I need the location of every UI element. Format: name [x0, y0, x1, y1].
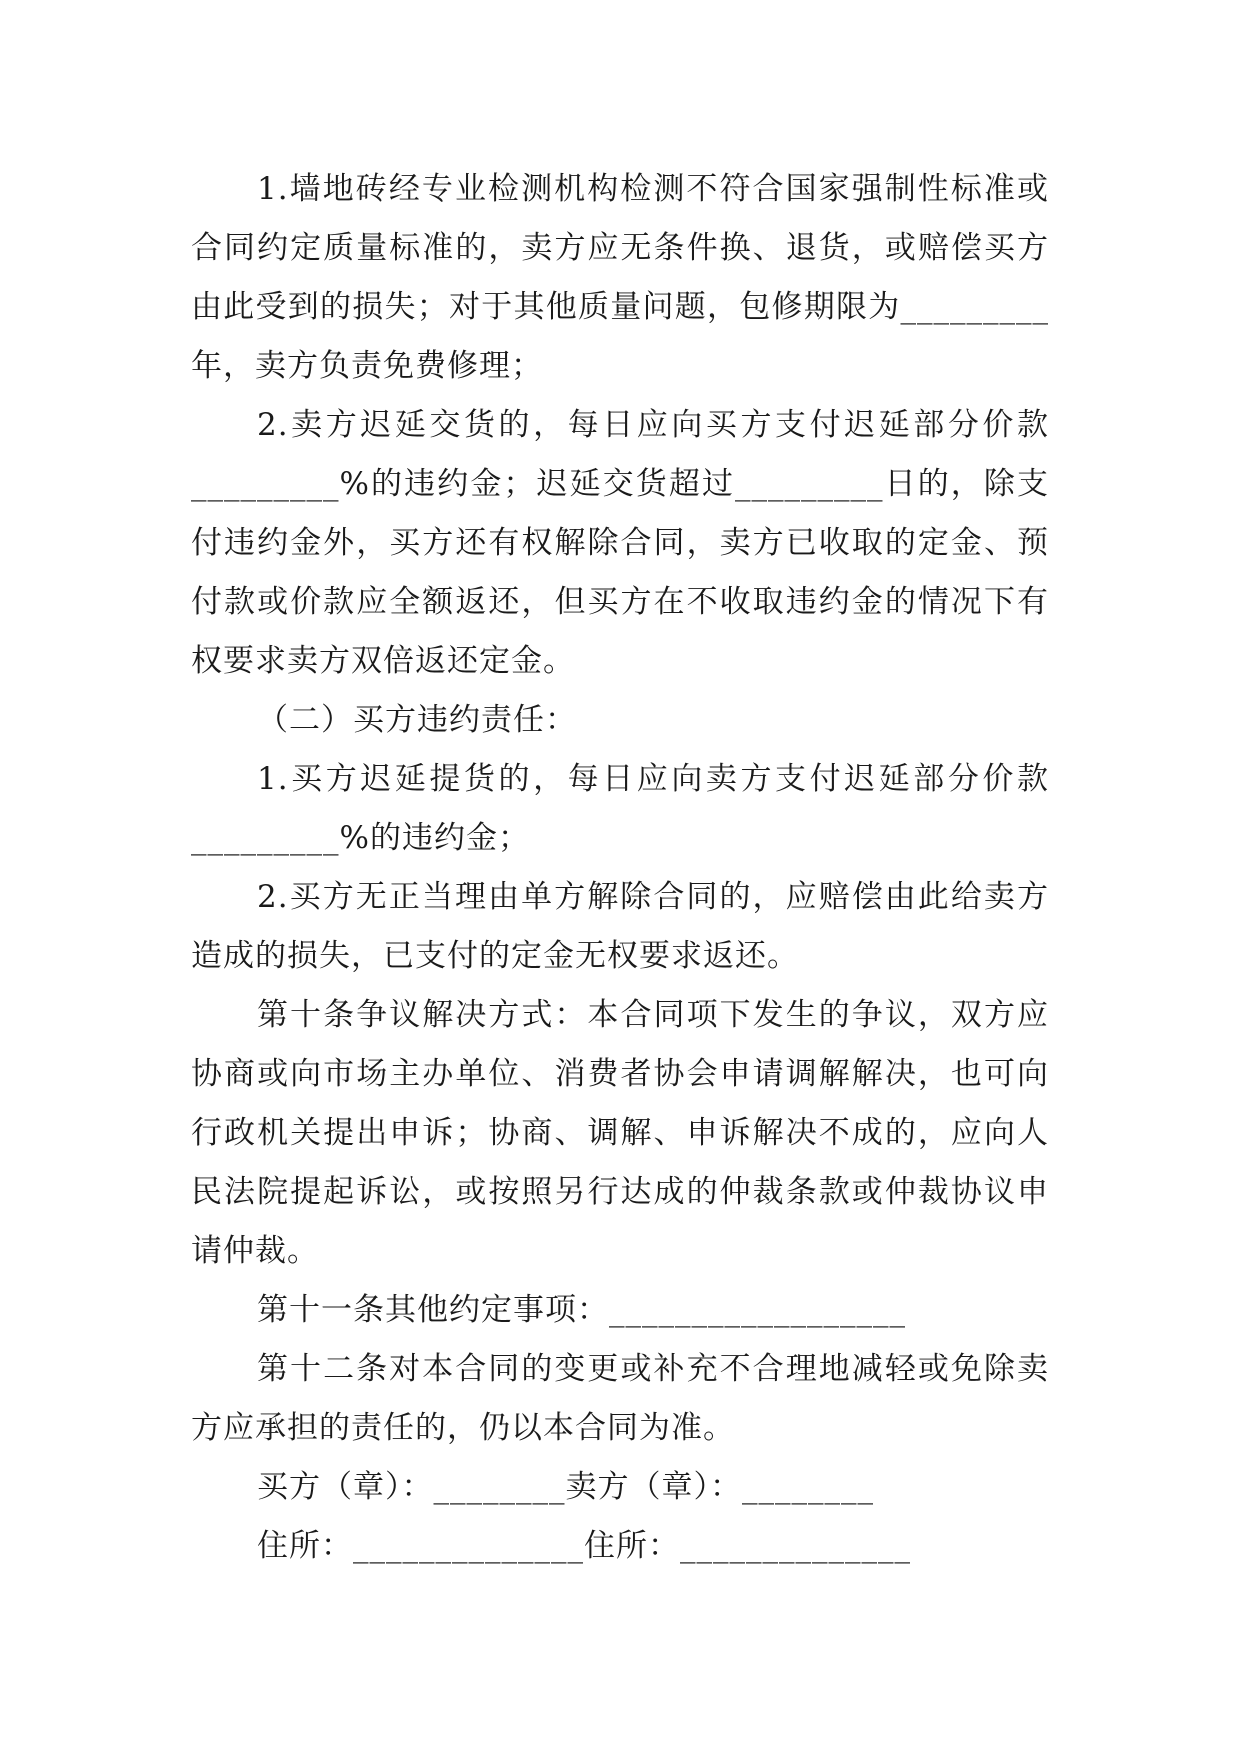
article-10-dispute-resolution: 第十条争议解决方式：本合同项下发生的争议，双方应协商或向市场主办单位、消费者协会申请调解解决，也可向行政机关提出申诉；协商、调解、申诉解决不成的，应向人民法院提起诉讼，或按照另行达成的仲裁条款或仲裁协议申请仲裁。: [191, 997, 1049, 1269]
article-12-amendments: 第十二条对本合同的变更或补充不合理地减轻或免除卖方应承担的责任的，仍以本合同为准。: [191, 1351, 1049, 1446]
clause-seller-quality: 1.墙地砖经专业检测机构检测不符合国家强制性标准或合同约定质量标准的，卖方应无条件换、退货，或赔偿买方由此受到的损失；对于其他质量问题，包修期限为_________年，卖方负责免费修理；: [191, 171, 1049, 384]
document-page: [191, 160, 1049, 1576]
clause-buyer-late-pickup: 1.买方迟延提货的，每日应向卖方支付迟延部分价款_________%的违约金；: [191, 761, 1049, 856]
signature-line-seals: 买方（章）：________卖方（章）：________: [257, 1469, 874, 1505]
signature-line-addresses: 住所：______________住所：______________: [257, 1528, 911, 1564]
article-11-other-matters: 第十一条其他约定事项：__________________: [257, 1292, 906, 1328]
clause-buyer-termination: 2.买方无正当理由单方解除合同的，应赔偿由此给卖方造成的损失，已支付的定金无权要求返还。: [191, 879, 1049, 974]
section-heading-buyer-liability: （二）买方违约责任：: [257, 702, 577, 738]
clause-seller-late-delivery: 2.卖方迟延交货的，每日应向买方支付迟延部分价款_________%的违约金；迟延交货超过_________日的，除支付违约金外，买方还有权解除合同，卖方已收取的定金、预付款或价款应全额返还，但买方在不收取违约金的情况下有权要求卖方双倍返还定金。: [191, 407, 1049, 679]
